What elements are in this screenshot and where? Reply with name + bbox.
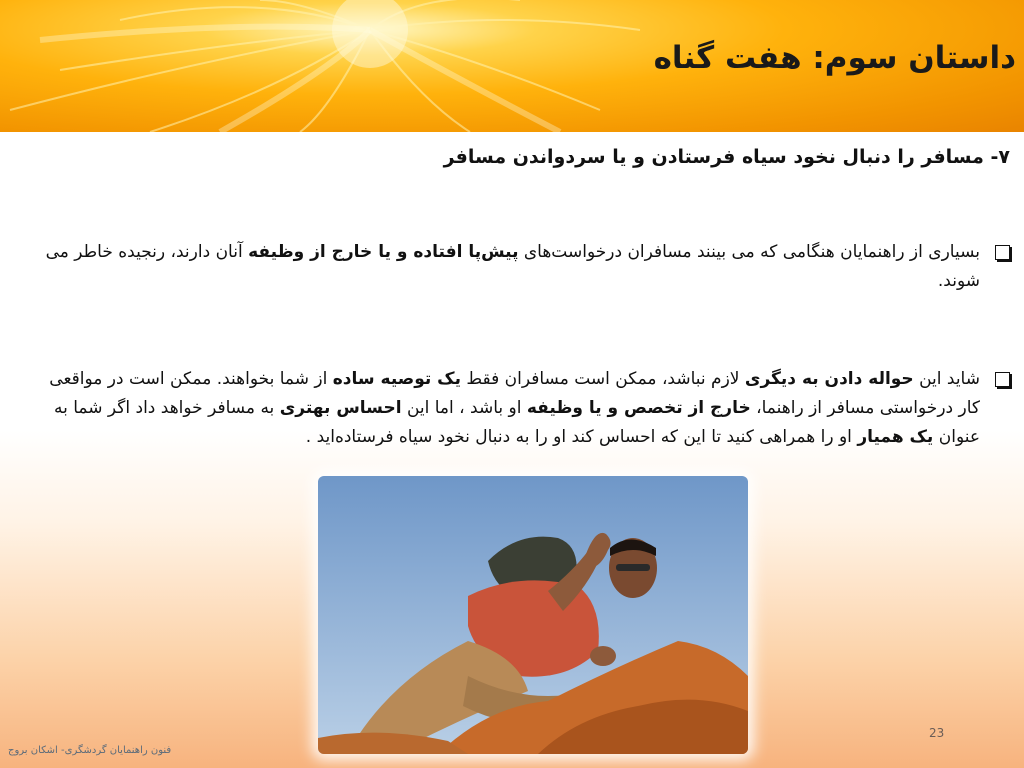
- climber-photo: [318, 476, 748, 754]
- bullet-2-text: شاید این حواله دادن به دیگری لازم نباشد، ممکن است مسافران فقط یک توصیه ساده از شما بخواهند. ممکن است در مواقعی کار درخواستی مسافر از راهنما، خارج از تخصص و یا وظیفه او باشد ، اما این احساس بهتری به مسافر خواهد داد اگر شما به عنوان یک همیار او را همراهی کنید تا این که احساس کند او را به دنبال نخود سیاه فرستاده‌اید .: [49, 369, 980, 447]
- checkbox-bullet-icon: [995, 245, 1010, 260]
- bullet-paragraph-1: [40, 238, 1010, 296]
- footer-caption: فنون راهنمایان گردشگری- اشکان بروج: [8, 745, 172, 756]
- bullet-paragraph-2: [40, 365, 1010, 452]
- header-banner: [0, 0, 1024, 132]
- bullet-1-text: بسیاری از راهنمایان هنگامی که می بینند مسافران درخواست‌های پیش‌پا افتاده و یا خارج از وظیفه آنان دارند، رنجیده خاطر می شوند.: [45, 242, 980, 291]
- checkbox-bullet-icon: [995, 372, 1010, 387]
- page-number: 23: [929, 726, 945, 740]
- slide-subtitle: ۷- مسافر را دنبال نخود سیاه فرستادن و یا سردواندن مسافر: [443, 146, 1010, 168]
- slide-title: داستان سوم: هفت گناه: [653, 40, 1016, 76]
